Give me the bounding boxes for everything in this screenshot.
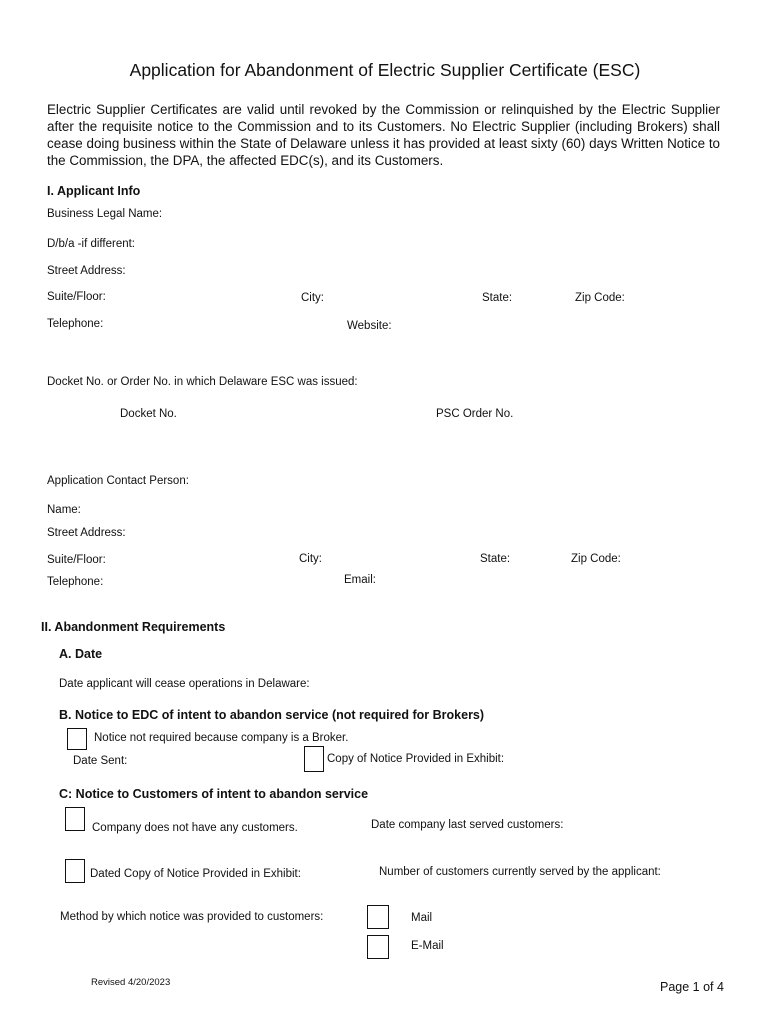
contact-name-label: Name: (47, 504, 81, 516)
no-customers-label: Company does not have any customers. (92, 822, 298, 834)
dated-copy-label: Dated Copy of Notice Provided in Exhibit: (90, 868, 301, 880)
dba-label: D/b/a -if different: (47, 238, 135, 250)
intro-paragraph: Electric Supplier Certificates are valid until revoked by the Commission or relinquished by the Electric Supplier after the requisite notice to the Commission and to its Customers. No Electric Supplier (including Brokers) shall cease doing business within the State of Delaware unless it has provided at least sixty (60) days Written Notice to the Commission, the DPA, the affected EDC(s), and its Customers. (47, 102, 720, 168)
contact-street-label: Street Address: (47, 527, 126, 539)
contact-email-label: Email: (344, 574, 376, 586)
date-sent-label: Date Sent: (73, 755, 128, 767)
copy-notice-label: Copy of Notice Provided in Exhibit: (327, 753, 505, 765)
dated-copy-checkbox[interactable] (65, 859, 85, 883)
email-checkbox[interactable] (367, 935, 389, 959)
cease-date-label: Date applicant will cease operations in Delaware: (59, 678, 310, 690)
business-legal-name-label: Business Legal Name: (47, 208, 163, 220)
applicant-info-heading: I. Applicant Info (47, 184, 141, 198)
section-a-heading: A. Date (59, 647, 103, 661)
contact-zip-label: Zip Code: (571, 553, 621, 565)
contact-telephone-label: Telephone: (47, 576, 104, 588)
docket-no-label: Docket No. (120, 408, 177, 420)
contact-city-label: City: (299, 553, 322, 565)
street-address-label: Street Address: (47, 265, 126, 277)
abandonment-requirements-heading: II. Abandonment Requirements (41, 620, 226, 634)
contact-suite-label: Suite/Floor: (47, 554, 106, 566)
page-title: Application for Abandonment of Electric Supplier Certificate (ESC) (129, 60, 641, 80)
num-customers-label: Number of customers currently served by the applicant: (379, 866, 661, 878)
section-c-heading: C: Notice to Customers of intent to abandon service (59, 787, 369, 801)
broker-checkbox[interactable] (67, 728, 87, 750)
telephone-label: Telephone: (47, 318, 104, 330)
revised-date: Revised 4/20/2023 (91, 977, 171, 988)
state-label: State: (482, 292, 513, 304)
section-b-heading: B. Notice to EDC of intent to abandon service (not required for Brokers) (59, 708, 485, 722)
psc-order-no-label: PSC Order No. (436, 408, 514, 420)
mail-label: Mail (411, 912, 433, 924)
page-number: Page 1 of 4 (660, 980, 724, 994)
no-customers-checkbox[interactable] (65, 807, 85, 831)
email-option-label: E-Mail (411, 940, 444, 952)
copy-notice-checkbox[interactable] (304, 746, 324, 772)
last-served-label: Date company last served customers: (371, 819, 564, 831)
notice-method-label: Method by which notice was provided to customers: (60, 911, 324, 923)
contact-person-heading: Application Contact Person: (47, 475, 189, 487)
city-label: City: (301, 292, 324, 304)
zip-code-label: Zip Code: (575, 292, 625, 304)
contact-state-label: State: (480, 553, 511, 565)
docket-prompt: Docket No. or Order No. in which Delaware ESC was issued: (47, 376, 358, 388)
mail-checkbox[interactable] (367, 905, 389, 929)
broker-label: Notice not required because company is a Broker. (94, 732, 349, 744)
website-label: Website: (347, 320, 392, 332)
suite-floor-label: Suite/Floor: (47, 291, 106, 303)
